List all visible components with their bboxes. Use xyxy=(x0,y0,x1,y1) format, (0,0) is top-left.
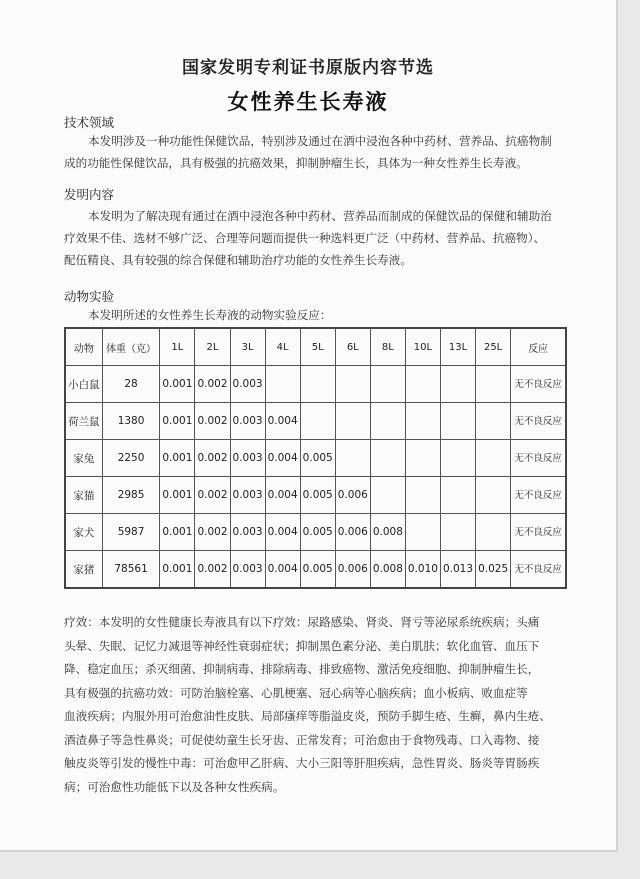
table-header-cell: 动物 xyxy=(65,328,102,366)
table-cell: 2250 xyxy=(102,440,160,477)
table-header-cell: 8L xyxy=(370,328,405,366)
table-cell: 0.008 xyxy=(370,551,405,589)
table-cell: 0.010 xyxy=(405,551,440,589)
table-cell: 0.025 xyxy=(476,551,511,589)
table-header-cell: 13L xyxy=(440,328,475,366)
efficacy-line: 头晕、失眠、记忆力减退等神经性衰弱症状；抑制黑色素分泌、美白肌肤；软化血管、血压下 xyxy=(64,638,540,653)
efficacy-line: 具有极强的抗癌功效：可防治脑栓塞、心肌梗塞、冠心病等心脑疾病；血小板病、败血症等 xyxy=(64,685,528,700)
table-cell: 0.002 xyxy=(195,403,230,440)
table-cell: 0.013 xyxy=(440,551,475,589)
efficacy-line: 降、稳定血压；杀灭细菌、抑制病毒、排除病毒、排致癌物、激活免疫细胞、抑制肿瘤生长， xyxy=(64,662,540,676)
table-header-cell: 3L xyxy=(230,328,265,366)
efficacy-line: 病；可治愈性功能低下以及各种女性疾病。 xyxy=(64,779,285,794)
table-header-cell: 4L xyxy=(265,328,300,366)
table-cell: 0.005 xyxy=(300,551,335,589)
animal-cell: 家兔 xyxy=(65,440,102,477)
table-cell: 0.005 xyxy=(300,440,335,477)
table-header-cell: 体重（克） xyxy=(102,328,160,366)
table-cell: 0.003 xyxy=(230,514,265,551)
table-cell xyxy=(405,514,440,551)
table-cell xyxy=(440,366,475,403)
reaction-cell: 无不良反应 xyxy=(511,551,566,589)
table-header-cell: 5L xyxy=(300,328,335,366)
animal-cell: 小白鼠 xyxy=(65,366,102,403)
table-cell: 0.002 xyxy=(195,477,230,514)
efficacy-line: 血液疾病；内服外用可治愈油性皮肤、局部瘙痒等脂溢皮炎，预防手脚生疮、生癣，鼻内生疮、 xyxy=(64,709,551,723)
table-cell: 0.003 xyxy=(230,551,265,589)
table-row xyxy=(65,514,566,551)
table-cell xyxy=(440,403,475,440)
table-cell xyxy=(300,366,335,403)
animal-intro: 本发明所述的女性养生长寿液的动物实验反应： xyxy=(88,308,332,322)
table-row xyxy=(65,551,566,589)
table-cell xyxy=(370,403,405,440)
table-cell: 0.004 xyxy=(265,477,300,514)
table-cell xyxy=(405,477,440,514)
reaction-cell: 无不良反应 xyxy=(511,514,566,551)
content-paragraph xyxy=(64,205,554,271)
table-header-cell: 10L xyxy=(405,328,440,366)
table-cell xyxy=(335,366,370,403)
animal-cell: 家猫 xyxy=(65,477,102,514)
table-cell: 0.005 xyxy=(300,477,335,514)
table-cell: 0.003 xyxy=(230,440,265,477)
table-cell xyxy=(476,477,511,514)
table-cell xyxy=(405,366,440,403)
table-cell xyxy=(440,440,475,477)
table-cell: 0.001 xyxy=(160,514,195,551)
reaction-cell: 无不良反应 xyxy=(511,366,566,403)
table-cell: 0.003 xyxy=(230,477,265,514)
table-cell: 78561 xyxy=(102,551,160,589)
table-cell xyxy=(300,403,335,440)
table-cell: 0.001 xyxy=(160,551,195,589)
table-cell: 28 xyxy=(102,366,160,403)
table-cell: 1380 xyxy=(102,403,160,440)
table-row xyxy=(65,440,566,477)
table-cell xyxy=(370,440,405,477)
table-cell: 0.001 xyxy=(160,477,195,514)
content-heading: 发明内容 xyxy=(64,187,115,202)
table-cell: 0.001 xyxy=(160,366,195,403)
table-cell: 0.002 xyxy=(195,551,230,589)
efficacy-paragraph xyxy=(64,611,564,799)
table-cell xyxy=(476,403,511,440)
table-cell xyxy=(370,477,405,514)
content-line-1: 本发明为了解决现有通过在酒中浸泡各种中药材、营养品而制成的保健饮品的保健和辅助治 xyxy=(88,209,552,223)
animal-cell: 家犬 xyxy=(65,514,102,551)
table-cell: 0.006 xyxy=(335,477,370,514)
table-cell: 0.006 xyxy=(335,514,370,551)
content-line-2: 疗效果不佳、选材不够广泛、合理等问题而提供一种选料更广泛（中药材、营养品、抗癌物）、 xyxy=(64,231,546,245)
table-cell xyxy=(440,514,475,551)
table-cell xyxy=(440,477,475,514)
table-cell xyxy=(405,440,440,477)
table-cell xyxy=(335,440,370,477)
content-line-3: 配伍精良、具有较强的综合保健和辅助治疗功能的女性养生长寿液。 xyxy=(64,253,412,267)
table-cell: 0.003 xyxy=(230,366,265,403)
document-title: 国家发明专利证书原版内容节选 xyxy=(182,58,434,78)
table-header-cell: 1L xyxy=(160,328,195,366)
reaction-cell: 无不良反应 xyxy=(511,477,566,514)
field-line-2: 成的功能性保健饮品，具有极强的抗癌效果，抑制肿瘤生长，具体为一种女性养生长寿液。 xyxy=(64,156,528,170)
table-cell: 0.004 xyxy=(265,440,300,477)
table-cell xyxy=(476,440,511,477)
table-cell: 0.002 xyxy=(195,440,230,477)
reaction-cell: 无不良反应 xyxy=(511,440,566,477)
table-cell: 2985 xyxy=(102,477,160,514)
animal-cell: 荷兰鼠 xyxy=(65,403,102,440)
efficacy-line: 触皮炎等引发的慢性中毒：可治愈甲乙肝病、大小三阳等肝胆疾病，急性胃炎、肠炎等胃肠疾 xyxy=(64,756,540,770)
table-header-cell: 2L xyxy=(195,328,230,366)
document-subtitle: 女性养生长寿液 xyxy=(227,90,389,114)
table-header-cell: 25L xyxy=(476,328,511,366)
table-cell xyxy=(335,403,370,440)
animal-experiment-table xyxy=(64,327,567,589)
table-cell xyxy=(476,514,511,551)
table-cell xyxy=(370,366,405,403)
table-cell: 5987 xyxy=(102,514,160,551)
table-row xyxy=(65,477,566,514)
table-cell: 0.002 xyxy=(195,514,230,551)
table-header-cell: 反应 xyxy=(511,328,566,366)
table-cell: 0.001 xyxy=(160,403,195,440)
efficacy-line: 酒渣鼻子等急性鼻炎；可促使幼童生长牙齿、正常发育；可治愈由于食物残毒、口入毒物、接 xyxy=(64,732,540,747)
table-cell: 0.004 xyxy=(265,514,300,551)
animal-cell: 家猪 xyxy=(65,551,102,589)
table-cell: 0.005 xyxy=(300,514,335,551)
table-cell: 0.008 xyxy=(370,514,405,551)
animal-heading: 动物实验 xyxy=(64,289,115,304)
table-row xyxy=(65,403,566,440)
table-cell: 0.004 xyxy=(265,551,300,589)
efficacy-line: 疗效：本发明的女性健康长寿液具有以下疗效：尿路感染、肾炎、肾亏等泌尿系统疾病；头痛 xyxy=(64,615,540,629)
table-cell: 0.001 xyxy=(160,440,195,477)
table-cell xyxy=(476,366,511,403)
reaction-cell: 无不良反应 xyxy=(511,403,566,440)
table-cell xyxy=(265,366,300,403)
field-paragraph xyxy=(64,130,554,174)
table-cell: 0.002 xyxy=(195,366,230,403)
table-row xyxy=(65,366,566,403)
table-header-row xyxy=(65,328,566,366)
table-cell: 0.003 xyxy=(230,403,265,440)
table-cell: 0.004 xyxy=(265,403,300,440)
field-line-1: 本发明涉及一种功能性保健饮品，特别涉及通过在酒中浸泡各种中药材、营养品、抗癌物制 xyxy=(88,134,552,148)
field-heading: 技术领域 xyxy=(64,115,115,130)
table-cell: 0.006 xyxy=(335,551,370,589)
table-cell xyxy=(405,403,440,440)
table-body xyxy=(65,366,566,589)
table-header-cell: 6L xyxy=(335,328,370,366)
